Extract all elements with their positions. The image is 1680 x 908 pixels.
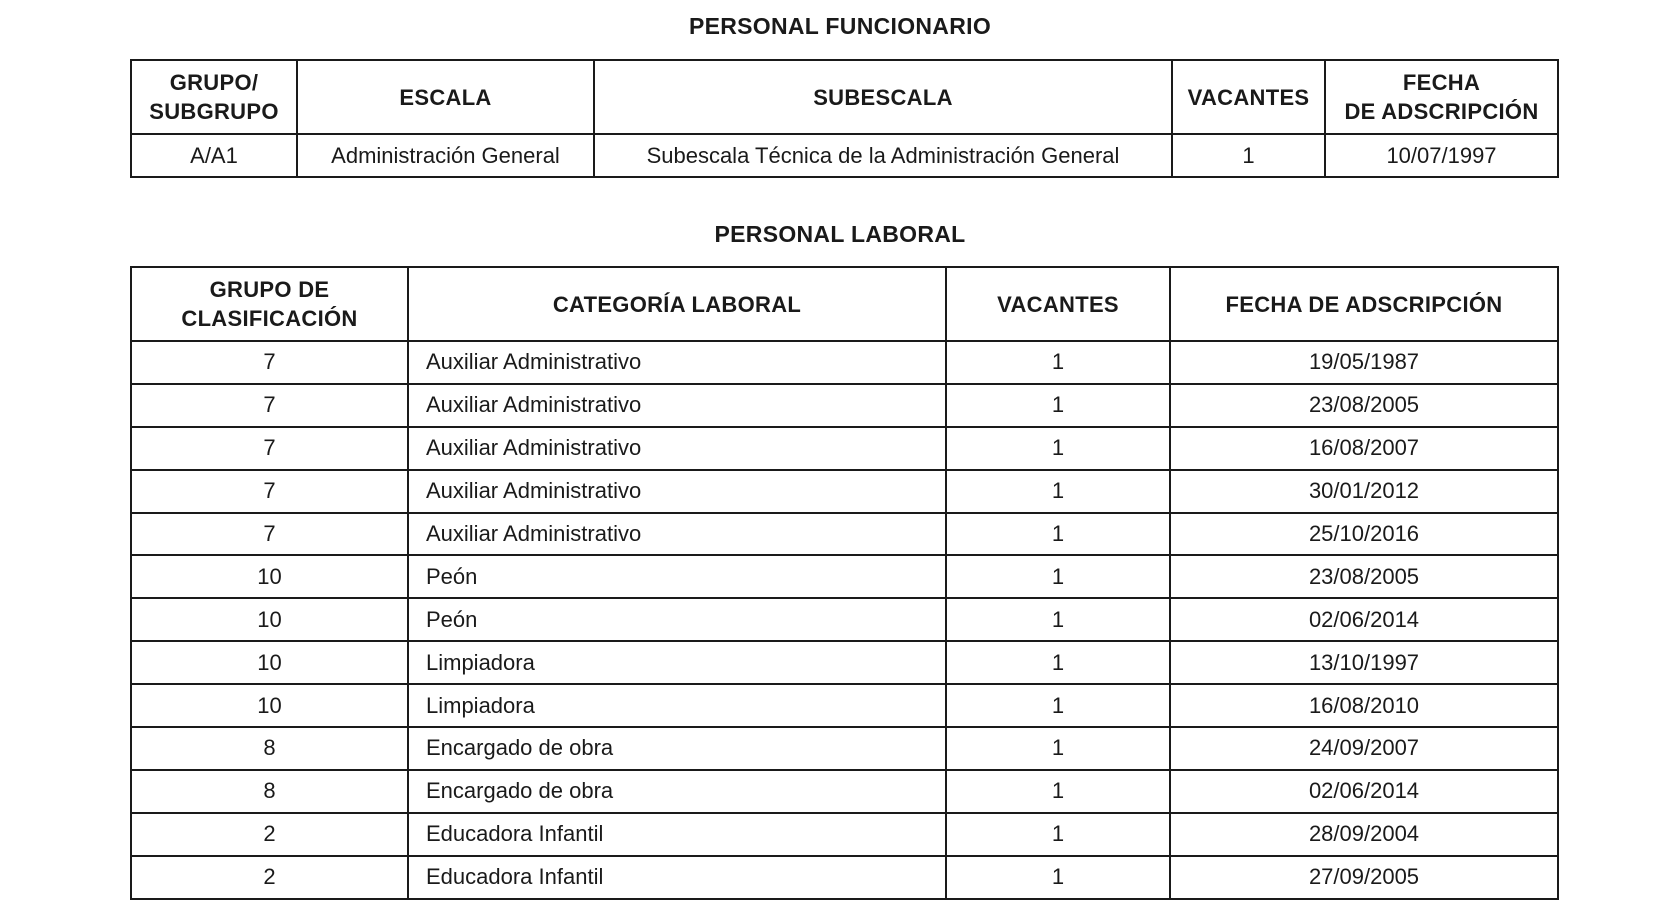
cell-categoria: Peón	[408, 598, 946, 641]
cell-fecha: 13/10/1997	[1170, 641, 1558, 684]
header-fecha-adscripcion: FECHA DE ADSCRIPCIÓN	[1325, 60, 1558, 134]
table-row	[131, 384, 1558, 427]
cell-escala: Administración General	[297, 134, 594, 177]
cell-vacantes: 1	[1172, 134, 1325, 177]
header-vacantes: VACANTES	[1172, 60, 1325, 134]
cell-fecha: 16/08/2010	[1170, 684, 1558, 727]
cell-grupo: 7	[131, 513, 408, 556]
cell-categoria: Auxiliar Administrativo	[408, 470, 946, 513]
header-vacantes: VACANTES	[946, 267, 1170, 341]
table-row	[131, 641, 1558, 684]
cell-vacantes: 1	[946, 641, 1170, 684]
table-header-row	[131, 267, 1558, 341]
laboral-table-body	[131, 341, 1558, 899]
cell-vacantes: 1	[946, 513, 1170, 556]
cell-categoria: Auxiliar Administrativo	[408, 513, 946, 556]
cell-grupo: 10	[131, 684, 408, 727]
cell-grupo: 7	[131, 427, 408, 470]
cell-fecha: 30/01/2012	[1170, 470, 1558, 513]
cell-categoria: Educadora Infantil	[408, 856, 946, 899]
cell-categoria: Peón	[408, 555, 946, 598]
table-row	[131, 513, 1558, 556]
cell-fecha: 23/08/2005	[1170, 555, 1558, 598]
cell-categoria: Auxiliar Administrativo	[408, 384, 946, 427]
cell-grupo: 10	[131, 555, 408, 598]
header-fecha-adscripcion: FECHA DE ADSCRIPCIÓN	[1170, 267, 1558, 341]
cell-fecha: 27/09/2005	[1170, 856, 1558, 899]
header-categoria-laboral: CATEGORÍA LABORAL	[408, 267, 946, 341]
cell-fecha: 02/06/2014	[1170, 598, 1558, 641]
cell-categoria: Limpiadora	[408, 641, 946, 684]
table-row	[131, 856, 1558, 899]
cell-fecha: 28/09/2004	[1170, 813, 1558, 856]
cell-fecha: 10/07/1997	[1325, 134, 1558, 177]
cell-vacantes: 1	[946, 813, 1170, 856]
header-grupo-clasificacion: GRUPO DE CLASIFICACIÓN	[131, 267, 408, 341]
table-header-row	[131, 60, 1558, 134]
table-row	[131, 555, 1558, 598]
cell-fecha: 16/08/2007	[1170, 427, 1558, 470]
cell-subescala: Subescala Técnica de la Administración General	[594, 134, 1172, 177]
cell-grupo: 8	[131, 770, 408, 813]
cell-categoria: Encargado de obra	[408, 727, 946, 770]
cell-grupo: 8	[131, 727, 408, 770]
cell-categoria: Auxiliar Administrativo	[408, 341, 946, 384]
cell-vacantes: 1	[946, 727, 1170, 770]
cell-grupo: A/A1	[131, 134, 297, 177]
cell-grupo: 7	[131, 341, 408, 384]
section-title-personal-funcionario: PERSONAL FUNCIONARIO	[688, 13, 992, 39]
header-escala: ESCALA	[297, 60, 594, 134]
cell-categoria: Auxiliar Administrativo	[408, 427, 946, 470]
cell-grupo: 2	[131, 856, 408, 899]
cell-vacantes: 1	[946, 598, 1170, 641]
cell-fecha: 23/08/2005	[1170, 384, 1558, 427]
cell-grupo: 10	[131, 598, 408, 641]
table-row	[131, 727, 1558, 770]
section-title-personal-laboral: PERSONAL LABORAL	[714, 221, 966, 247]
table-row	[131, 813, 1558, 856]
cell-vacantes: 1	[946, 555, 1170, 598]
cell-vacantes: 1	[946, 770, 1170, 813]
table-row	[131, 134, 1558, 177]
cell-categoria: Limpiadora	[408, 684, 946, 727]
cell-grupo: 2	[131, 813, 408, 856]
header-grupo-subgrupo: GRUPO/ SUBGRUPO	[131, 60, 297, 134]
cell-categoria: Educadora Infantil	[408, 813, 946, 856]
cell-fecha: 19/05/1987	[1170, 341, 1558, 384]
table-row	[131, 684, 1558, 727]
table-row	[131, 470, 1558, 513]
table-row	[131, 427, 1558, 470]
cell-grupo: 10	[131, 641, 408, 684]
personal-funcionario-table	[130, 59, 1559, 178]
cell-vacantes: 1	[946, 384, 1170, 427]
table-row	[131, 341, 1558, 384]
cell-categoria: Encargado de obra	[408, 770, 946, 813]
cell-vacantes: 1	[946, 470, 1170, 513]
cell-vacantes: 1	[946, 427, 1170, 470]
cell-fecha: 25/10/2016	[1170, 513, 1558, 556]
cell-fecha: 24/09/2007	[1170, 727, 1558, 770]
cell-vacantes: 1	[946, 856, 1170, 899]
cell-fecha: 02/06/2014	[1170, 770, 1558, 813]
cell-vacantes: 1	[946, 341, 1170, 384]
table-row	[131, 770, 1558, 813]
cell-grupo: 7	[131, 470, 408, 513]
table-row	[131, 598, 1558, 641]
personal-laboral-table	[130, 266, 1559, 900]
cell-vacantes: 1	[946, 684, 1170, 727]
header-subescala: SUBESCALA	[594, 60, 1172, 134]
cell-grupo: 7	[131, 384, 408, 427]
